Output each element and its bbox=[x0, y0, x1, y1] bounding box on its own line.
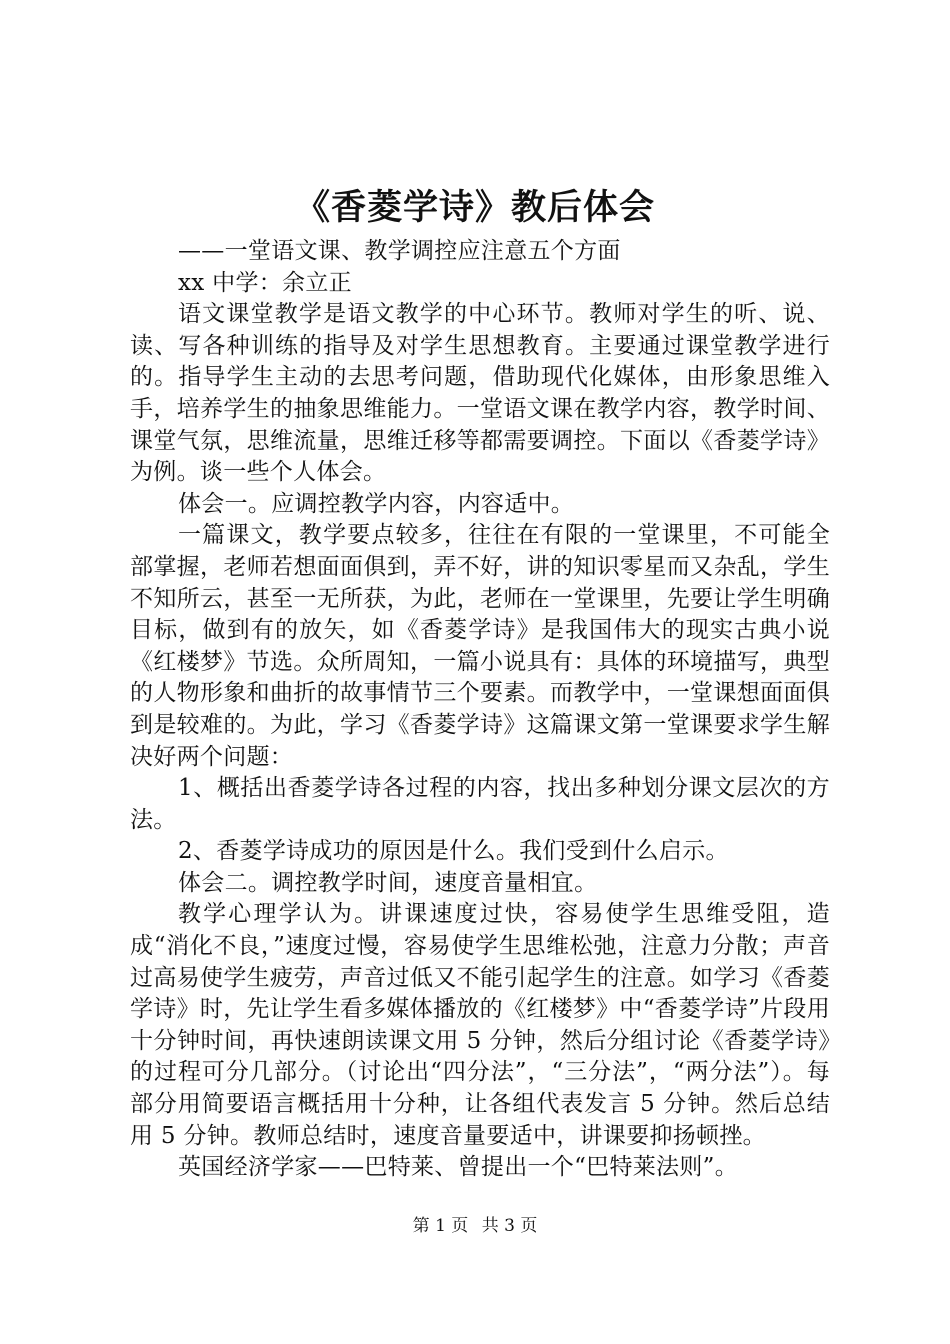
list-item: 2、香菱学诗成功的原因是什么。我们受到什么启示。 bbox=[178, 838, 729, 865]
section-heading: 体会一。应调控教学内容，内容适中。 bbox=[178, 490, 575, 517]
body-paragraph: 语文课堂教学是语文教学的中心环节。教师对学生的听、说、读、写各种训练的指导及对学生思想教育。主要通过课堂教学进行的。指导学生主动的去思考问题，借助现代化媒体，由形象思维入手，培养学生的抽象思维能力。一堂语文课在教学内容，教学时间、课堂气氛，思维流量，思维迁移等都需要调控。下面以《香菱学诗》为例。谈一些个人体会。 bbox=[130, 301, 830, 486]
document-title: 《香菱学诗》教后体会 bbox=[294, 187, 655, 228]
body-paragraph: 一篇课文，教学要点较多，往往在有限的一堂课里，不可能全部掌握，老师若想面面俱到，弄不好，讲的知识零星而又杂乱，学生不知所云，甚至一无所获，为此，老师在一堂课里，先要让学生明确目标，做到有的放矢，如《香菱学诗》是我国伟大的现实古典小说《红楼梦》节选。众所周知，一篇小说具有：具体的环境描写，典型的人物形象和曲折的故事情节三个要素。而教学中，一堂课想面面俱到是较难的。为此，学习《香菱学诗》这篇课文第一堂课要求学生解决好两个问题： bbox=[130, 522, 830, 770]
body-paragraph: 教学心理学认为。讲课速度过快，容易使学生思维受阻，造成“消化不良，”速度过慢，容易使学生思维松弛，注意力分散；声音过高易使学生疲劳，声音过低又不能引起学生的注意。如学习《香菱学诗》时，先让学生看多媒体播放的《红楼梦》中“香菱学诗”片段用十分钟时间，再快速朗读课文用 5 分钟，然后分组讨论《香菱学诗》的过程可分几部分。（讨论出“四分法”，“三分法”，“两分法”）。每部分用简要语言概括用十分种，让各组代表发言 5 分钟。然后总结用 5 分钟。教师总结时，速度音量要适中，讲课要抑扬顿挫。 bbox=[130, 901, 830, 1149]
list-item: 1、概括出香菱学诗各过程的内容，找出多种划分课文层次的方法。 bbox=[130, 775, 830, 833]
page-total: 共 3 页 bbox=[481, 1216, 538, 1236]
document-body bbox=[130, 236, 830, 1184]
page-footer bbox=[0, 1214, 950, 1238]
body-paragraph: 英国经济学家——巴特莱、曾提出一个“巴特莱法则”。 bbox=[178, 1154, 739, 1181]
page-number: 第 1 页 bbox=[412, 1216, 469, 1236]
section-heading: 体会二。调控教学时间，速度音量相宜。 bbox=[178, 869, 598, 896]
subtitle-paragraph: ——一堂语文课、教学调控应注意五个方面 bbox=[178, 238, 621, 264]
author-line: xx 中学：余立正 bbox=[178, 269, 352, 296]
